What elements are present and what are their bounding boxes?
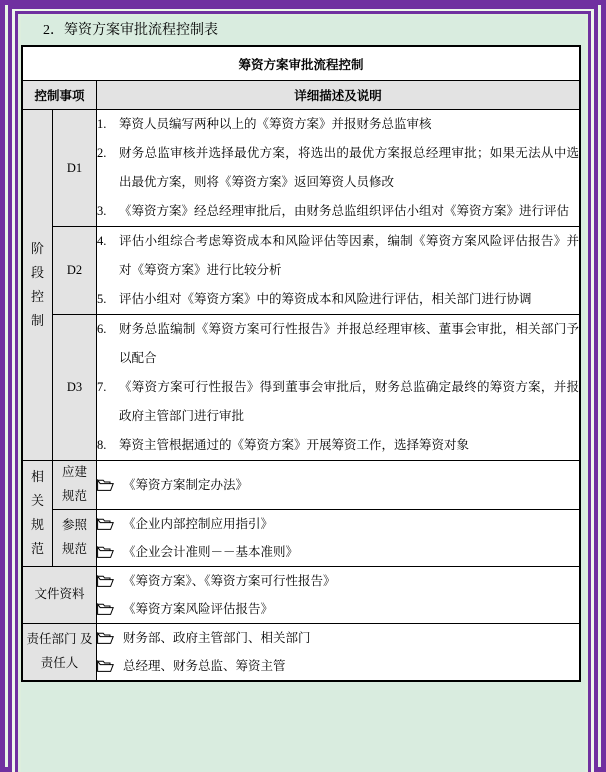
list-item [97,315,579,373]
stage-label-char-0: 阶 [30,240,44,256]
norms-reference-label [53,509,97,566]
related-norms-group-label [23,461,53,567]
item-number: 8. [97,438,107,452]
folder-list-norms-reference [97,510,579,566]
open-folder-icon [97,660,114,673]
item-number: 5. [97,292,107,306]
file-materials-label: 文件资料 [23,566,97,623]
folder-list-responsibility [97,624,579,680]
open-folder-icon [97,546,114,559]
folder-entry-text: 《企业会计准则－－基本准则》 [123,544,299,559]
stage-code-d1: D1 [53,110,97,227]
table-row-norms-reference [23,509,580,566]
item-number: 7. [97,380,107,394]
open-folder-icon [97,479,114,492]
related-norms-char-2: 规 [30,517,44,533]
folder-entry-text: 《筹资方案》、《筹资方案可行性报告》 [123,573,336,588]
item-number: 6. [97,322,107,336]
norms-required-label-line-1: 规范 [61,488,87,503]
item-text: 评估小组对《筹资方案》中的筹资成本和风险进行评估，相关部门进行协调 [119,292,532,306]
related-norms-char-3: 范 [30,541,44,557]
table-header-row [23,81,580,110]
item-text: 筹资主管根据通过的《筹资方案》开展筹资工作，选择筹资对象 [119,438,470,452]
stage-label-char-2: 控 [30,289,44,304]
list-item [97,567,579,595]
list-item [97,197,579,226]
list-item [97,595,579,623]
stage-content-d1 [97,110,580,227]
item-text: 财务总监审核并选择最优方案，将选出的最优方案报总经理审批；如果无法从中选出最优方案，则将《筹资方案》返回筹资人员修改 [119,146,579,189]
stage-code-d2: D2 [53,227,97,315]
table-row-stage-d2 [23,227,580,315]
folder-list-file-materials [97,567,579,623]
folder-entry-text: 《筹资方案风险评估报告》 [123,601,274,616]
list-item [97,624,579,652]
folder-entry-text: 《企业内部控制应用指引》 [123,516,274,531]
folder-entry-text: 财务部、政府主管部门、相关部门 [123,630,311,645]
list-item [97,431,579,460]
item-number: 2. [97,146,107,160]
list-item [97,227,579,285]
related-norms-char-0: 相 [30,469,44,485]
table-title: 筹资方案审批流程控制 [23,47,580,81]
table-row-norms-required [23,461,580,510]
item-text: 财务总监编制《筹资方案可行性报告》并报总经理审核、董事会审批，相关部门予以配合 [119,322,579,365]
table-row-stage-d1 [23,110,580,227]
norms-required-label-line-0: 应建 [61,465,87,479]
open-folder-icon [97,632,114,645]
list-item [97,538,579,566]
open-folder-icon [97,518,114,531]
list-item [97,471,579,499]
related-norms-char-1: 关 [30,493,44,509]
norms-required-entries [97,461,580,510]
file-materials-entries [97,566,580,623]
norms-required-label [53,461,97,510]
list-item [97,652,579,680]
stage-control-label [23,110,53,461]
table-row-file-materials [23,566,580,623]
item-text: 筹资人员编写两种以上的《筹资方案》并报财务总监审核 [119,117,432,131]
header-control-item: 控制事项 [23,81,97,110]
responsibility-entries [97,623,580,680]
item-text: 《筹资方案》经总经理审批后，由财务总监组织评估小组对《筹资方案》进行评估 [119,204,570,218]
norms-reference-label-line-1: 规范 [61,541,87,556]
item-text: 评估小组综合考虑筹资成本和风险评估等因素，编制《筹资方案风险评估报告》并对《筹资方案》进行比较分析 [119,234,579,277]
folder-list-norms-required [97,471,579,499]
norms-reference-label-line-0: 参照 [61,517,87,532]
list-item [97,285,579,314]
table-row-responsibility [23,623,580,680]
item-number: 3. [97,204,107,218]
item-list-d3 [97,315,579,460]
responsibility-label [23,623,97,680]
open-folder-icon [97,603,114,616]
folder-entry-text: 《筹资方案制定办法》 [123,477,249,492]
list-item [97,139,579,197]
control-table [22,46,580,681]
header-detail: 详细描述及说明 [97,81,580,110]
document-heading: 2．筹资方案审批流程控制表 [21,17,585,45]
table-row-stage-d3 [23,315,580,461]
stage-code-d3: D3 [53,315,97,461]
table-title-row [23,47,580,81]
list-item [97,373,579,431]
open-folder-icon [97,575,114,588]
norms-reference-entries [97,509,580,566]
list-item [97,110,579,139]
stage-content-d3 [97,315,580,461]
responsibility-label-line-0: 责任部门 [26,631,77,646]
stage-content-d2 [97,227,580,315]
list-item [97,510,579,538]
item-list-d1 [97,110,579,226]
item-number: 1. [97,117,107,131]
responsibility-label-line-1: 及责任人 [40,631,93,670]
item-list-d2 [97,227,579,314]
control-table-container [21,45,581,682]
item-number: 4. [97,234,107,248]
stage-label-char-1: 段 [30,264,44,280]
stage-label-char-3: 制 [30,313,44,329]
folder-entry-text: 总经理、财务总监、筹资主管 [123,658,286,673]
item-text: 《筹资方案可行性报告》得到董事会审批后，财务总监确定最终的筹资方案，并报政府主管部门进行审批 [119,380,579,423]
